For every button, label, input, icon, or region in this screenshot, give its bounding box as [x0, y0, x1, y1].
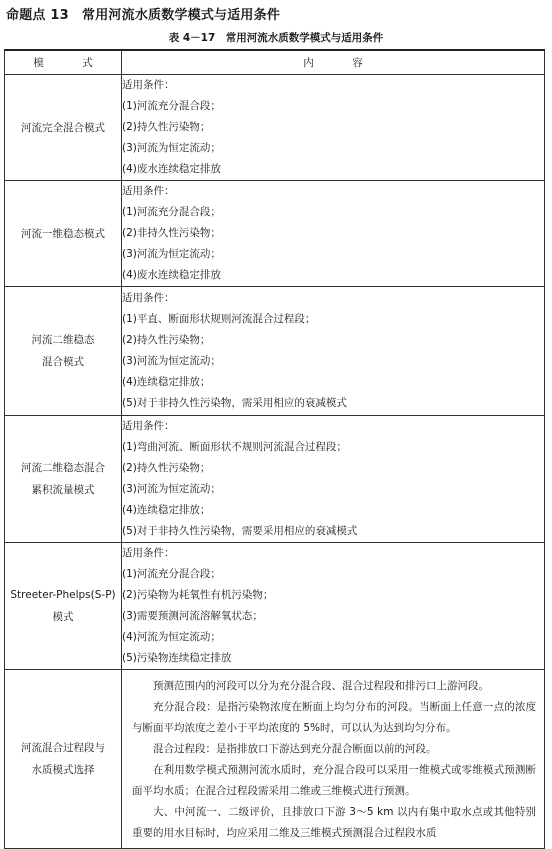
content-cell: [122, 75, 545, 181]
table-row: [5, 416, 545, 543]
content-paragraph: 充分混合段：是指污染物浓度在断面上均匀分布的河段。当断面上任意一点的浓度与断面平均浓度之差小于平均浓度的 5%时，可以认为达到均匀分布。: [132, 701, 536, 734]
condition-line: (2)持久性污染物；: [122, 334, 211, 346]
condition-line: (4)废水连续稳定排放: [122, 269, 221, 281]
condition-line: (3)河流为恒定流动；: [122, 483, 221, 495]
table-row: [5, 75, 545, 181]
condition-line: (4)河流为恒定流动；: [122, 631, 221, 643]
condition-line: 适用条件：: [122, 79, 175, 91]
column-header-content: 内 容: [122, 50, 545, 75]
mode-cell: [5, 287, 122, 416]
mode-cell: [5, 670, 122, 849]
table-row: [5, 543, 545, 670]
condition-line: (4)连续稳定排放；: [122, 376, 211, 388]
table-caption: 表 4－17 常用河流水质数学模式与适用条件: [168, 32, 384, 44]
condition-line: 适用条件：: [122, 420, 175, 432]
mode-name-line: 河流二维稳态: [31, 334, 95, 346]
condition-line: (2)污染物为耗氧性有机污染物；: [122, 589, 274, 601]
condition-line: (3)河流为恒定流动；: [122, 142, 221, 154]
mode-name-line: 河流一维稳态模式: [21, 227, 105, 240]
table-row: [5, 287, 545, 416]
table-row: [5, 181, 545, 287]
content-cell: [122, 670, 545, 849]
condition-line: (1)河流充分混合段；: [122, 100, 221, 112]
content-paragraph: 在利用数学模式预测河流水质时，充分混合段可以采用一维模式或零维模式预测断面平均水质；在混合过程段需采用二维或三维模式进行预测。: [132, 764, 536, 797]
condition-line: (1)河流充分混合段；: [122, 568, 221, 580]
condition-line: (1)弯曲河流、断面形状不规则河流混合过程段；: [122, 441, 347, 453]
mode-name-line: 河流混合过程段与: [21, 742, 105, 754]
condition-line: 适用条件：: [122, 292, 175, 304]
condition-line: (4)废水连续稳定排放: [122, 163, 221, 175]
condition-line: (4)连续稳定排放；: [122, 504, 211, 516]
page-heading: 命题点 13 常用河流水质数学模式与适用条件: [6, 8, 281, 23]
mode-cell: [5, 416, 122, 543]
condition-line: (3)河流为恒定流动；: [122, 355, 221, 367]
content-cell: [122, 287, 545, 416]
mode-name-line: 水质模式选择: [31, 764, 95, 776]
table-row: [5, 670, 545, 849]
condition-line: (1)河流充分混合段；: [122, 206, 221, 218]
mode-name-line: 混合模式: [42, 356, 84, 368]
condition-line: (3)河流为恒定流动；: [122, 248, 221, 260]
column-header-mode: 模 式: [5, 50, 122, 75]
mode-name-line: 河流二维稳态混合: [21, 462, 105, 474]
condition-line: (1)平直、断面形状规则河流混合过程段；: [122, 313, 316, 325]
content-paragraph: 预测范围内的河段可以分为充分混合段、混合过程段和排污口上游河段。: [153, 680, 489, 692]
condition-line: (5)对于非持久性污染物，需采用相应的衰减模式: [122, 397, 347, 409]
water-quality-models-table: [4, 49, 545, 849]
table-header-row: [5, 50, 545, 75]
mode-name-line: Streeter-Phelps(S-P): [10, 589, 116, 601]
content-cell: [122, 543, 545, 670]
mode-name-line: 河流完全混合模式: [21, 121, 105, 134]
condition-line: (2)持久性污染物；: [122, 462, 211, 474]
condition-line: (2)持久性污染物；: [122, 121, 211, 133]
condition-line: 适用条件：: [122, 547, 175, 559]
mode-name-line: 模式: [52, 611, 74, 623]
mode-cell: [5, 75, 122, 181]
content-paragraph: 混合过程段：是指排放口下游达到充分混合断面以前的河段。: [153, 743, 437, 755]
condition-line: (5)污染物连续稳定排放: [122, 652, 232, 664]
condition-line: (3)需要预测河流溶解氧状态；: [122, 610, 263, 622]
content-cell: [122, 416, 545, 543]
mode-cell: [5, 181, 122, 287]
condition-line: 适用条件：: [122, 185, 175, 197]
mode-cell: [5, 543, 122, 670]
condition-line: (5)对于非持久性污染物，需要采用相应的衰减模式: [122, 525, 358, 537]
mode-name-line: 累积流量模式: [31, 484, 95, 496]
content-paragraph: 大、中河流一、二级评价，且排放口下游 3～5 km 以内有集中取水点或其他特别重要的用水目标时，均应采用二维及三维模式预测混合过程段水质: [132, 806, 536, 839]
content-cell: [122, 181, 545, 287]
condition-line: (2)非持久性污染物；: [122, 227, 221, 239]
